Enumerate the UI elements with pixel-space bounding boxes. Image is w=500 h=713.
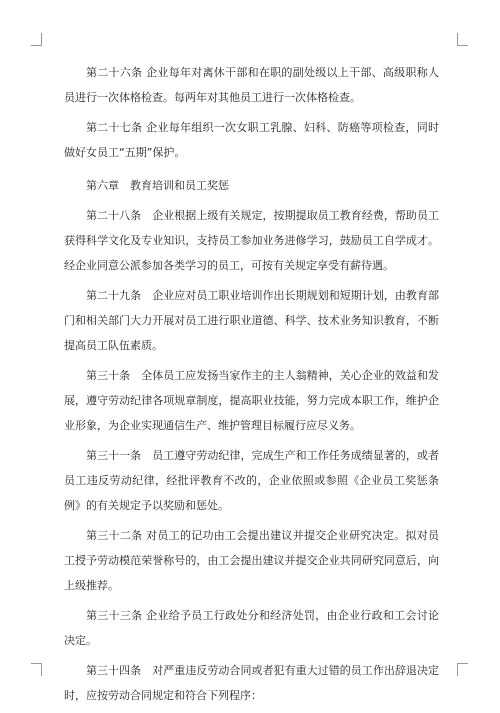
chapter-heading: 第六章 教育培训和员工奖惩 (86, 179, 229, 192)
crop-mark-top-right (457, 33, 468, 46)
article-30: 第三十条 全体员工应发扬当家作主的主人翁精神，关心企业的效益和发展，遵守劳动纪律各项规章制度，提高职业技能，努力完成本职工作，维护企业形象，为企业实现通信生产、维护管理目标履行应尽义务。 (64, 369, 439, 432)
crop-mark-bottom-right (457, 663, 468, 676)
article-31: 第三十一条 员工遵守劳动纪律，完成生产和工作任务成绩显著的，或者员工违反劳动纪律，经批评教育不改的，企业依照或参照《企业员工奖惩条例》的有关规定予以奖励和惩处。 (64, 449, 439, 512)
article-33: 第三十三条 企业给予员工行政处分和经济处罚，由企业行政和工会讨论决定。 (64, 609, 439, 647)
article-32: 第三十二条 对员工的记功由工会提出建议并提交企业研究决定。拟对员工授予劳动模范荣誉称号的，由工会提出建议并提交企业共同研究同意后，向上级推荐。 (64, 529, 439, 592)
article-28: 第二十八条 企业根据上级有关规定，按期提取员工教育经费，帮助员工获得科学文化及专业知识，支持员工参加业务进修学习，鼓励员工自学成才。经企业同意公派参加各类学习的员工，可按有关规定享受有薪待遇。 (64, 209, 439, 272)
crop-mark-top-left (31, 33, 42, 46)
crop-mark-bottom-left (31, 663, 42, 676)
article-29: 第二十九条 企业应对员工职业培训作出长期规划和短期计划，由教育部门和相关部门大力开展对员工进行职业道德、科学、技术业务知识教育，不断提高员工队伍素质。 (64, 289, 439, 352)
article-34: 第三十四条 对严重违反劳动合同或者犯有重大过错的员工作出辞退决定时，应按劳动合同规定和符合下列程序： (64, 664, 439, 702)
document-body (64, 60, 439, 713)
article-26: 第二十六条 企业每年对离休干部和在职的副处级以上干部、高级职称人员进行一次体格检查。每两年对其他员工进行一次体格检查。 (64, 66, 439, 104)
article-27: 第二十七条 企业每年组织一次女职工乳腺、妇科、防癌等项检查，同时做好女员工“五期”保护。 (64, 121, 439, 159)
